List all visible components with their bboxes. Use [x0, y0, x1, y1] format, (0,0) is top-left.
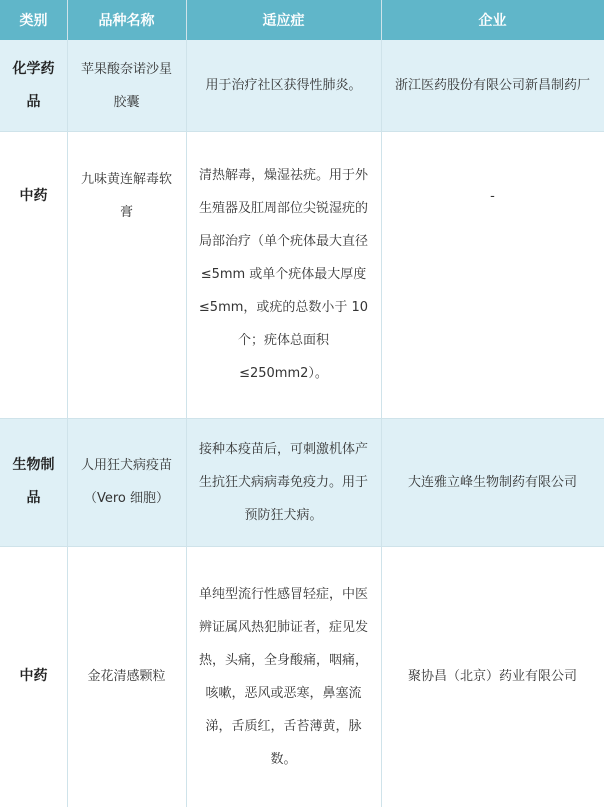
name-cell: 金花清感颗粒 — [87, 669, 166, 684]
name-cell: 人用狂犬病疫苗（Vero 细胞） — [80, 458, 172, 506]
header-company: 企业 — [478, 13, 507, 29]
indication-cell: 接种本疫苗后，可刺激机体产生抗狂犬病病毒免疫力。用于预防狂犬病。 — [198, 441, 368, 523]
indication-cell: 单纯型流行性感冒轻症，中医辨证属风热犯肺证者，症见发热，头痛，全身酸痛，咽痛，咳嗽，恶风或恶寒，鼻塞流涕，舌质红，舌苔薄黄，脉数。 — [198, 586, 368, 767]
company-cell: 浙江医药股份有限公司新昌制药厂 — [394, 78, 590, 93]
header-category: 类别 — [19, 13, 48, 29]
category-cell: 中药 — [19, 668, 48, 684]
name-cell: 九味黄连解毒软膏 — [80, 172, 172, 220]
indication-cell: 用于治疗社区获得性肺炎。 — [205, 78, 362, 93]
company-cell: - — [490, 188, 495, 204]
company-cell: 大连雅立峰生物制药有限公司 — [407, 474, 577, 490]
header-name: 品种名称 — [98, 13, 155, 29]
header-indication: 适应症 — [262, 13, 305, 29]
category-cell: 生物制品 — [12, 457, 55, 506]
name-cell: 苹果酸奈诺沙星胶囊 — [80, 61, 172, 110]
category-cell: 中药 — [19, 187, 48, 204]
category-cell: 化学药品 — [12, 60, 55, 110]
company-cell: 聚协昌（北京）药业有限公司 — [407, 669, 577, 684]
indication-cell: 清热解毒，燥湿祛疣。用于外生殖器及肛周部位尖锐湿疣的局部治疗（单个疣体最大直径≤5mm 或单个疣体最大厚度≤5mm，或疣的总数小于 10 个；疣体总面积≤250mm2）。 — [198, 168, 369, 381]
